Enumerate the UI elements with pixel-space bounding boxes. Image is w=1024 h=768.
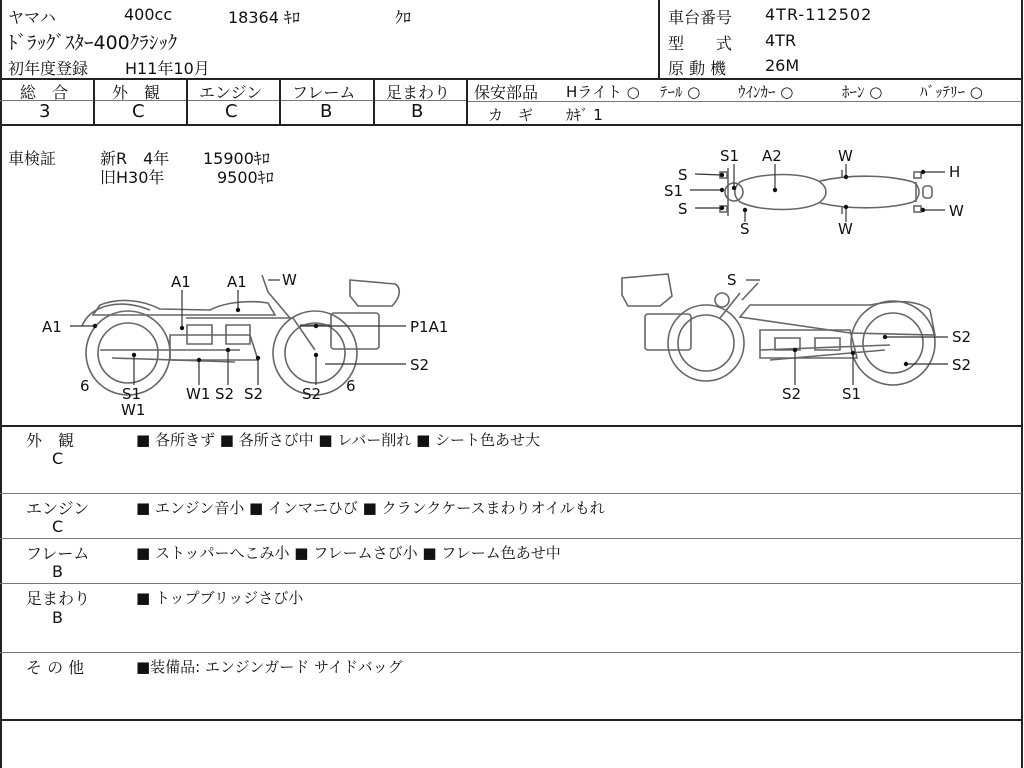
inspection-old-value: 9500ｷﾛ — [217, 168, 274, 187]
inspection-new-name: 新R 4年 — [100, 149, 170, 168]
details-line-4 — [0, 652, 1022, 653]
left-label-s2-right: S2 — [410, 356, 430, 374]
detail-text-frame: ■ ストッパーへこみ小 ■ フレームさび小 ■ フレーム色あせ中 — [136, 544, 561, 562]
details-line-1 — [0, 493, 1022, 494]
inspection-new-value: 15900ｷﾛ — [203, 149, 270, 168]
left-label-s1: S1 — [122, 385, 142, 403]
safety-headlight: Hライト ○ — [566, 83, 640, 101]
safety-title: 保安部品 — [474, 83, 539, 102]
left-label-w1-lower: W1 — [121, 401, 146, 419]
left-label-w1: W1 — [186, 385, 211, 403]
left-label-w: W — [282, 271, 297, 289]
detail-text-engine: ■ エンジン音小 ■ インマニひび ■ クランクケースまわりオイルもれ — [136, 499, 605, 517]
left-label-s2-c: S2 — [302, 385, 322, 403]
top-label-a2: A2 — [762, 147, 782, 165]
score-exterior: C — [132, 101, 145, 122]
detail-category-engine: エンジン — [26, 499, 90, 518]
top-view-bike — [720, 168, 932, 216]
score-header-total: 総 合 — [20, 83, 69, 102]
left-label-a1-front: A1 — [42, 318, 62, 336]
right-label-s1: S1 — [842, 385, 862, 403]
score-frame: B — [320, 101, 333, 122]
left-label-p1a1: P1A1 — [410, 318, 449, 336]
model-code-label: 型 式 — [668, 34, 733, 53]
left-label-a1-tank: A1 — [171, 273, 191, 291]
detail-grade-frame: B — [52, 562, 63, 581]
score-total: 3 — [39, 101, 51, 122]
details-line-3 — [0, 583, 1022, 584]
right-label-s: S — [727, 271, 737, 289]
top-label-s1-top: S1 — [720, 147, 740, 165]
score-suspension: B — [411, 101, 424, 122]
detail-category-exterior: 外 観 — [26, 431, 75, 450]
detail-grade-suspension: B — [52, 608, 63, 627]
score-header-exterior: 外 観 — [112, 83, 161, 102]
model-code-value: 4TR — [765, 31, 797, 50]
right-label-s2-bottom: S2 — [782, 385, 802, 403]
top-label-s1-left: S1 — [664, 182, 684, 200]
color: ｸﾛ — [395, 8, 412, 27]
top-label-w-bottom: W — [838, 220, 853, 238]
key-label: カ ギ — [488, 106, 534, 124]
detail-text-suspension: ■ トップブリッジさび小 — [136, 589, 304, 607]
detail-category-suspension: 足まわり — [26, 589, 91, 608]
detail-category-frame: フレーム — [26, 544, 90, 563]
detail-text-other: ■装備品: エンジンガード サイドバッグ — [136, 658, 403, 676]
model-name: ﾄﾞﾗｯｸﾞｽﾀｰ400ｸﾗｼｯｸ — [8, 32, 178, 54]
detail-grade-exterior: C — [52, 449, 64, 468]
detail-category-other: そ の 他 — [26, 658, 85, 677]
top-label-h: H — [949, 163, 961, 181]
inspection-old-name: 旧H30年 — [100, 168, 165, 187]
top-label-s-bottom: S — [740, 220, 750, 238]
top-label-s-upper: S — [678, 166, 688, 184]
right-label-s2-upper: S2 — [952, 328, 972, 346]
details-top-line — [0, 425, 1023, 427]
detail-text-exterior: ■ 各所きず ■ 各所さび中 ■ レバー削れ ■ シート色あせ大 — [136, 431, 541, 449]
score-engine: C — [225, 101, 238, 122]
details-line-2 — [0, 538, 1022, 539]
mileage: 18364 ｷﾛ — [228, 8, 300, 27]
left-label-s2-a: S2 — [215, 385, 235, 403]
engine-label: 原 動 機 — [668, 59, 727, 78]
top-label-s-lower: S — [678, 200, 688, 218]
safety-battery: ﾊﾞｯﾃﾘｰ ○ — [920, 83, 983, 101]
top-label-w-right: W — [949, 202, 964, 220]
engine-value: 26M — [765, 56, 800, 75]
left-label-a1-seat: A1 — [227, 273, 247, 291]
left-label-6-rear: 6 — [80, 377, 90, 395]
left-label-6-front: 6 — [346, 377, 356, 395]
left-side-leaders — [70, 280, 406, 385]
key-value: ｶｷﾞ 1 — [566, 106, 603, 124]
safety-horn: ﾎｰﾝ ○ — [842, 83, 883, 101]
right-side-bike — [622, 274, 935, 385]
safety-winker: ｳｲﾝｶｰ ○ — [738, 83, 794, 101]
score-header-frame: フレーム — [292, 83, 356, 102]
first-reg-label: 初年度登録 — [8, 59, 89, 78]
score-header-engine: エンジン — [199, 83, 263, 102]
frame-no-label: 車台番号 — [668, 8, 733, 27]
left-label-s2-b: S2 — [244, 385, 264, 403]
inspection-label: 車検証 — [8, 149, 57, 168]
right-label-s2-lower: S2 — [952, 356, 972, 374]
first-reg-value: H11年10月 — [125, 59, 210, 78]
maker: ヤマハ — [8, 8, 56, 27]
displacement: 400cc — [124, 5, 173, 24]
frame-no-value: 4TR-112502 — [765, 5, 873, 24]
detail-grade-engine: C — [52, 517, 64, 536]
top-label-w-top: W — [838, 147, 853, 165]
score-header-suspension: 足まわり — [386, 83, 451, 102]
safety-tail: ﾃｰﾙ ○ — [660, 83, 701, 101]
details-bottom-line — [0, 719, 1023, 721]
